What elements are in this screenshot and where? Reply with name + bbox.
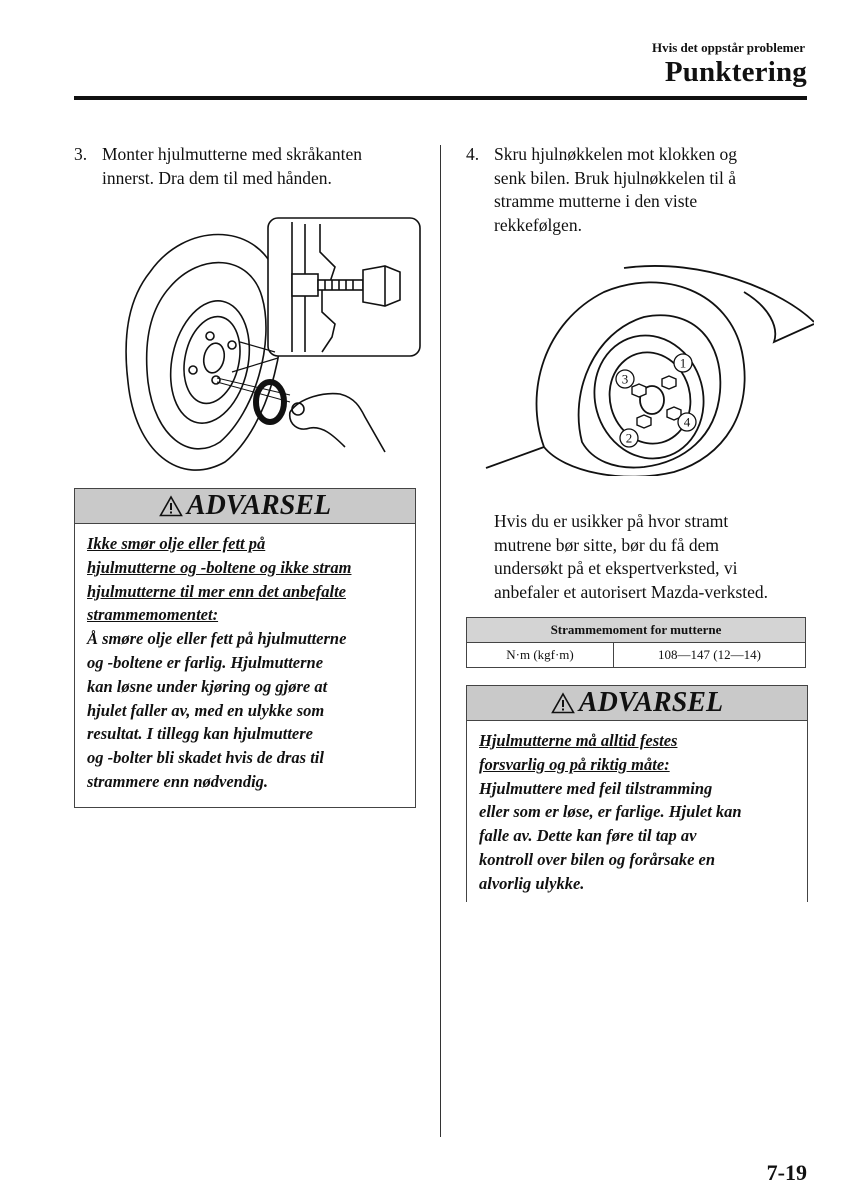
warning-text — [467, 721, 807, 904]
warning-line: resultat. I tillegg kan hjulmuttere — [87, 724, 313, 744]
section-label: Hvis det oppstår problemer — [652, 40, 805, 55]
warning-line: hjulet faller av, med en ulykke som — [87, 700, 325, 720]
torque-note — [494, 510, 810, 604]
torque-table-header: Strammemoment for mutterne — [467, 618, 806, 643]
warning-line: kontroll over bilen og forårsake en — [479, 849, 716, 869]
torque-table — [466, 617, 806, 668]
step-4-line: rekkefølgen. — [494, 214, 582, 235]
warning-header — [75, 489, 415, 524]
step-3-number: 3. — [74, 144, 88, 164]
note-line: anbefaler et autorisert Mazda-verksted. — [494, 581, 769, 602]
warning-header — [467, 686, 807, 721]
sequence-label-4: 4 — [683, 414, 691, 430]
warning-line: strammere enn nødvendig. — [87, 771, 269, 791]
warning-text — [75, 524, 415, 802]
step-3-text — [102, 143, 362, 190]
step-3-line: innerst. Dra dem til med hånden. — [102, 167, 332, 188]
sequence-label-3: 3 — [621, 371, 629, 387]
step-4-line: senk bilen. Bruk hjulnøkkelen til å — [494, 167, 737, 188]
step-4-line: Skru hjulnøkkelen mot klokken og — [494, 144, 738, 164]
header-rule — [74, 96, 807, 100]
step-4-line: stramme mutterne i den viste — [494, 191, 698, 211]
warning-line: og -bolter bli skadet hvis de dras til — [87, 748, 324, 768]
warning-emphasis-line: forsvarlig og på riktig måte: — [479, 754, 670, 774]
wheel-nut-install-illustration — [110, 212, 430, 474]
warning-triangle-icon — [159, 495, 183, 517]
warning-line: og -boltene er farlig. Hjulmutterne — [87, 652, 324, 672]
note-line: undersøkt på et ekspertverksted, vi — [494, 558, 738, 578]
step-4-number: 4. — [466, 144, 480, 164]
note-line: Hvis du er usikker på hvor stramt — [494, 511, 729, 531]
warning-title: ADVARSEL — [186, 490, 332, 521]
warning-emphasis-line: hjulmutterne til mer enn det anbefalte — [87, 581, 346, 601]
warning-title: ADVARSEL — [578, 687, 724, 718]
warning-triangle-icon — [551, 692, 575, 714]
warning-line: Hjulmuttere med feil tilstramming — [479, 778, 713, 798]
warning-line: falle av. Dette kan føre til tap av — [479, 826, 697, 846]
tightening-order-illustration — [484, 262, 814, 476]
warning-box-1 — [74, 488, 416, 808]
warning-line: eller som er løse, er farlige. Hjulet kan — [479, 802, 742, 822]
column-divider — [440, 145, 441, 1137]
page-number: 7-19 — [766, 1160, 807, 1185]
warning-emphasis-line: hjulmutterne og -boltene og ikke stram — [87, 557, 352, 577]
warning-emphasis-line: Hjulmutterne må alltid festes — [479, 731, 678, 750]
sequence-label-1: 1 — [679, 355, 687, 371]
step-3-line: Monter hjulmutterne med skråkanten — [102, 144, 362, 164]
warning-box-2 — [466, 685, 808, 902]
sequence-label-2: 2 — [625, 430, 633, 446]
torque-table-container — [466, 617, 806, 668]
warning-line: Å smøre olje eller fett på hjulmutterne — [87, 629, 347, 649]
warning-line: alvorlig ulykke. — [479, 873, 585, 893]
warning-emphasis-line: strammemomentet: — [87, 605, 219, 625]
torque-unit-cell: N·m (kgf·m) — [467, 643, 614, 668]
torque-value-cell: 108—147 (12—14) — [614, 643, 806, 668]
warning-line: kan løsne under kjøring og gjøre at — [87, 676, 328, 696]
step-4-text — [494, 143, 737, 237]
page-title: Punktering — [664, 56, 807, 88]
note-line: mutrene bør sitte, bør du få dem — [494, 534, 720, 555]
warning-emphasis-line: Ikke smør olje eller fett på — [87, 534, 266, 553]
